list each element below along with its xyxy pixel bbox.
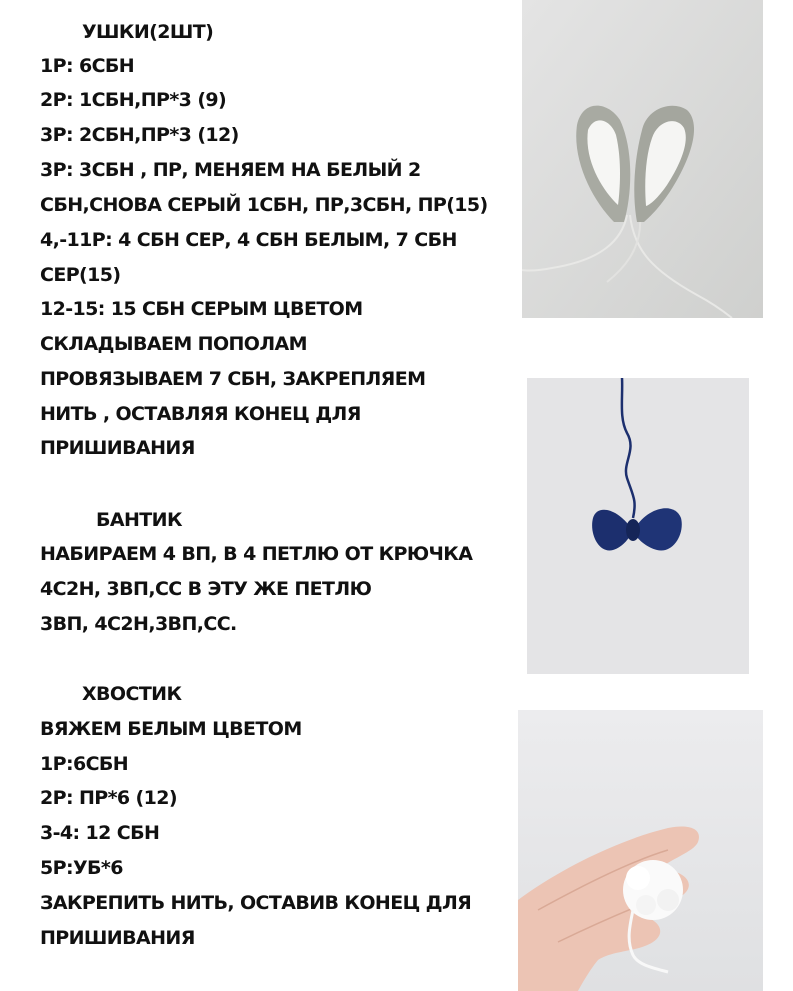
tail-instruction-line: 5Р:УБ*6 xyxy=(40,857,123,879)
section-heading-ears: УШКИ(2ШТ) xyxy=(82,21,214,43)
ears-instruction-line: СКЛАДЫВАЕМ ПОПОЛАМ xyxy=(40,333,307,355)
tail-instruction-line: ЗАКРЕПИТЬ НИТЬ, ОСТАВИВ КОНЕЦ ДЛЯ xyxy=(40,892,472,914)
bow-instruction-line: 3ВП, 4С2Н,3ВП,СС. xyxy=(40,613,237,635)
ears-instruction-line: 1Р: 6СБН xyxy=(40,55,135,77)
tail-instruction-line: 1Р:6СБН xyxy=(40,753,129,775)
section-heading-tail: ХВОСТИК xyxy=(82,683,182,705)
photo-pompom-tail xyxy=(518,710,763,991)
bow-instruction-line: 4С2Н, 3ВП,СС В ЭТУ ЖЕ ПЕТЛЮ xyxy=(40,578,372,600)
ears-instruction-line: 3Р: 3СБН , ПР, МЕНЯЕМ НА БЕЛЫЙ 2 xyxy=(40,159,421,181)
section-heading-bow: БАНТИК xyxy=(96,509,182,531)
ears-instruction-line: 2Р: 1СБН,ПР*3 (9) xyxy=(40,89,227,111)
photo-bow xyxy=(527,378,749,674)
ears-instruction-line: СЕР(15) xyxy=(40,264,121,286)
ears-instruction-line: 3Р: 2СБН,ПР*3 (12) xyxy=(40,124,239,146)
ears-instruction-line: ПРИШИВАНИЯ xyxy=(40,437,195,459)
ears-instruction-line: НИТЬ , ОСТАВЛЯЯ КОНЕЦ ДЛЯ xyxy=(40,403,361,425)
ears-instruction-line: 4,-11Р: 4 СБН СЕР, 4 СБН БЕЛЫМ, 7 СБН xyxy=(40,229,457,251)
tail-instruction-line: ВЯЖЕМ БЕЛЫМ ЦВЕТОМ xyxy=(40,718,302,740)
ears-instruction-line: 12-15: 15 СБН СЕРЫМ ЦВЕТОМ xyxy=(40,298,363,320)
ears-instruction-line: СБН,СНОВА СЕРЫЙ 1СБН, ПР,3СБН, ПР(15) xyxy=(40,194,488,216)
tail-instruction-line: 3-4: 12 СБН xyxy=(40,822,160,844)
photo-bunny-ears xyxy=(522,0,763,318)
bow-instruction-line: НАБИРАЕМ 4 ВП, В 4 ПЕТЛЮ ОТ КРЮЧКА xyxy=(40,543,473,565)
tail-instruction-line: 2Р: ПР*6 (12) xyxy=(40,787,177,809)
tail-instruction-line: ПРИШИВАНИЯ xyxy=(40,927,195,949)
ears-instruction-line: ПРОВЯЗЫВАЕМ 7 СБН, ЗАКРЕПЛЯЕМ xyxy=(40,368,426,390)
